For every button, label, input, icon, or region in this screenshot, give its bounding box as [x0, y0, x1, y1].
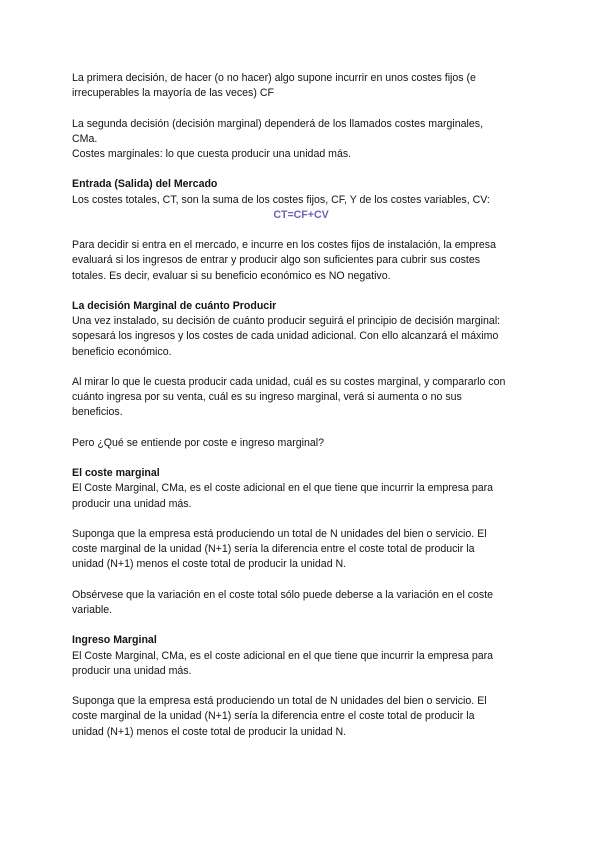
text-line: Suponga que la empresa está produciendo un total de N unidades del bien o servicio. El	[72, 527, 487, 540]
text-line: unidad (N+1) menos el coste total de producir la unidad N.	[72, 558, 347, 571]
text-line: beneficio económico.	[72, 345, 172, 358]
paragraph-observese	[72, 588, 528, 618]
text-line: beneficios.	[72, 406, 123, 419]
paragraph-pregunta	[72, 436, 528, 451]
text-line: producir una unidad más.	[72, 497, 192, 510]
paragraph-suponga-coste	[72, 527, 528, 573]
section-entrada-mercado	[72, 177, 528, 223]
paragraph-primera-decision	[72, 71, 528, 101]
text-line: Suponga que la empresa está produciendo un total de N unidades del bien o servicio. El	[72, 695, 487, 708]
text-line: Los costes totales, CT, son la suma de los costes fijos, CF, Y de los costes variables, CV:	[72, 193, 490, 206]
section-decision-marginal	[72, 299, 528, 360]
text-line: CMa.	[72, 132, 98, 145]
text-line: unidad (N+1) menos el coste total de producir la unidad N.	[72, 725, 347, 738]
text-line: Obsérvese que la variación en el coste total sólo puede deberse a la variación en el coste	[72, 588, 494, 601]
section-heading: El coste marginal	[72, 467, 160, 480]
paragraph-suponga-ingreso	[72, 694, 528, 740]
document-page	[72, 71, 528, 740]
text-line: Costes marginales: lo que cuesta producir una unidad más.	[72, 148, 352, 160]
text-line: variable.	[72, 603, 113, 616]
text-line: Una vez instalado, su decisión de cuánto producir seguirá el principio de decisión marginal:	[72, 315, 501, 328]
text-line: coste marginal de la unidad (N+1) sería la diferencia entre el coste total de producir la	[72, 543, 475, 556]
paragraph-al-mirar	[72, 375, 528, 421]
text-line: producir una unidad más.	[72, 664, 192, 677]
text-line: La segunda decisión (decisión marginal) dependerá de los llamados costes marginales,	[72, 117, 484, 130]
text-line: irrecuperables la mayoría de las veces) CF	[72, 87, 274, 100]
text-line: evaluará si los ingresos de entrar y producir algo son suficientes para cubrir sus costes	[72, 254, 481, 267]
formula-ct: CT=CF+CV	[273, 208, 329, 221]
text-line: El Coste Marginal, CMa, es el coste adicional en el que tiene que incurrir la empresa para	[72, 482, 494, 495]
text-line: Al mirar lo que le cuesta producir cada unidad, cuál es su costes marginal, y compararlo con	[72, 375, 506, 388]
section-coste-marginal	[72, 466, 528, 512]
section-heading: Ingreso Marginal	[72, 634, 157, 647]
text-line: Pero ¿Qué se entiende por coste e ingreso marginal?	[72, 436, 325, 449]
text-line: La primera decisión, de hacer (o no hacer) algo supone incurrir en unos costes fijos (e	[72, 72, 476, 84]
text-line: sopesará los ingresos y los costes de cada unidad adicional. Con ello alcanzará el máximo	[72, 330, 499, 343]
text-line: coste marginal de la unidad (N+1) sería la diferencia entre el coste total de producir la	[72, 710, 475, 723]
text-line: El Coste Marginal, CMa, es el coste adicional en el que tiene que incurrir la empresa para	[72, 649, 494, 662]
text-line: cuánto ingresa por su venta, cuál es su ingreso marginal, verá si aumenta o no sus	[72, 391, 462, 404]
paragraph-segunda-decision	[72, 117, 528, 163]
text-line: Para decidir si entra en el mercado, e incurre en los costes fijos de instalación, la empresa	[72, 239, 496, 252]
section-ingreso-marginal	[72, 633, 528, 679]
section-heading: Entrada (Salida) del Mercado	[72, 178, 218, 191]
paragraph-decidir-entrar	[72, 238, 528, 284]
section-heading: La decisión Marginal de cuánto Producir	[72, 299, 277, 312]
text-line: totales. Es decir, evaluar si su beneficio económico es NO negativo.	[72, 269, 391, 282]
